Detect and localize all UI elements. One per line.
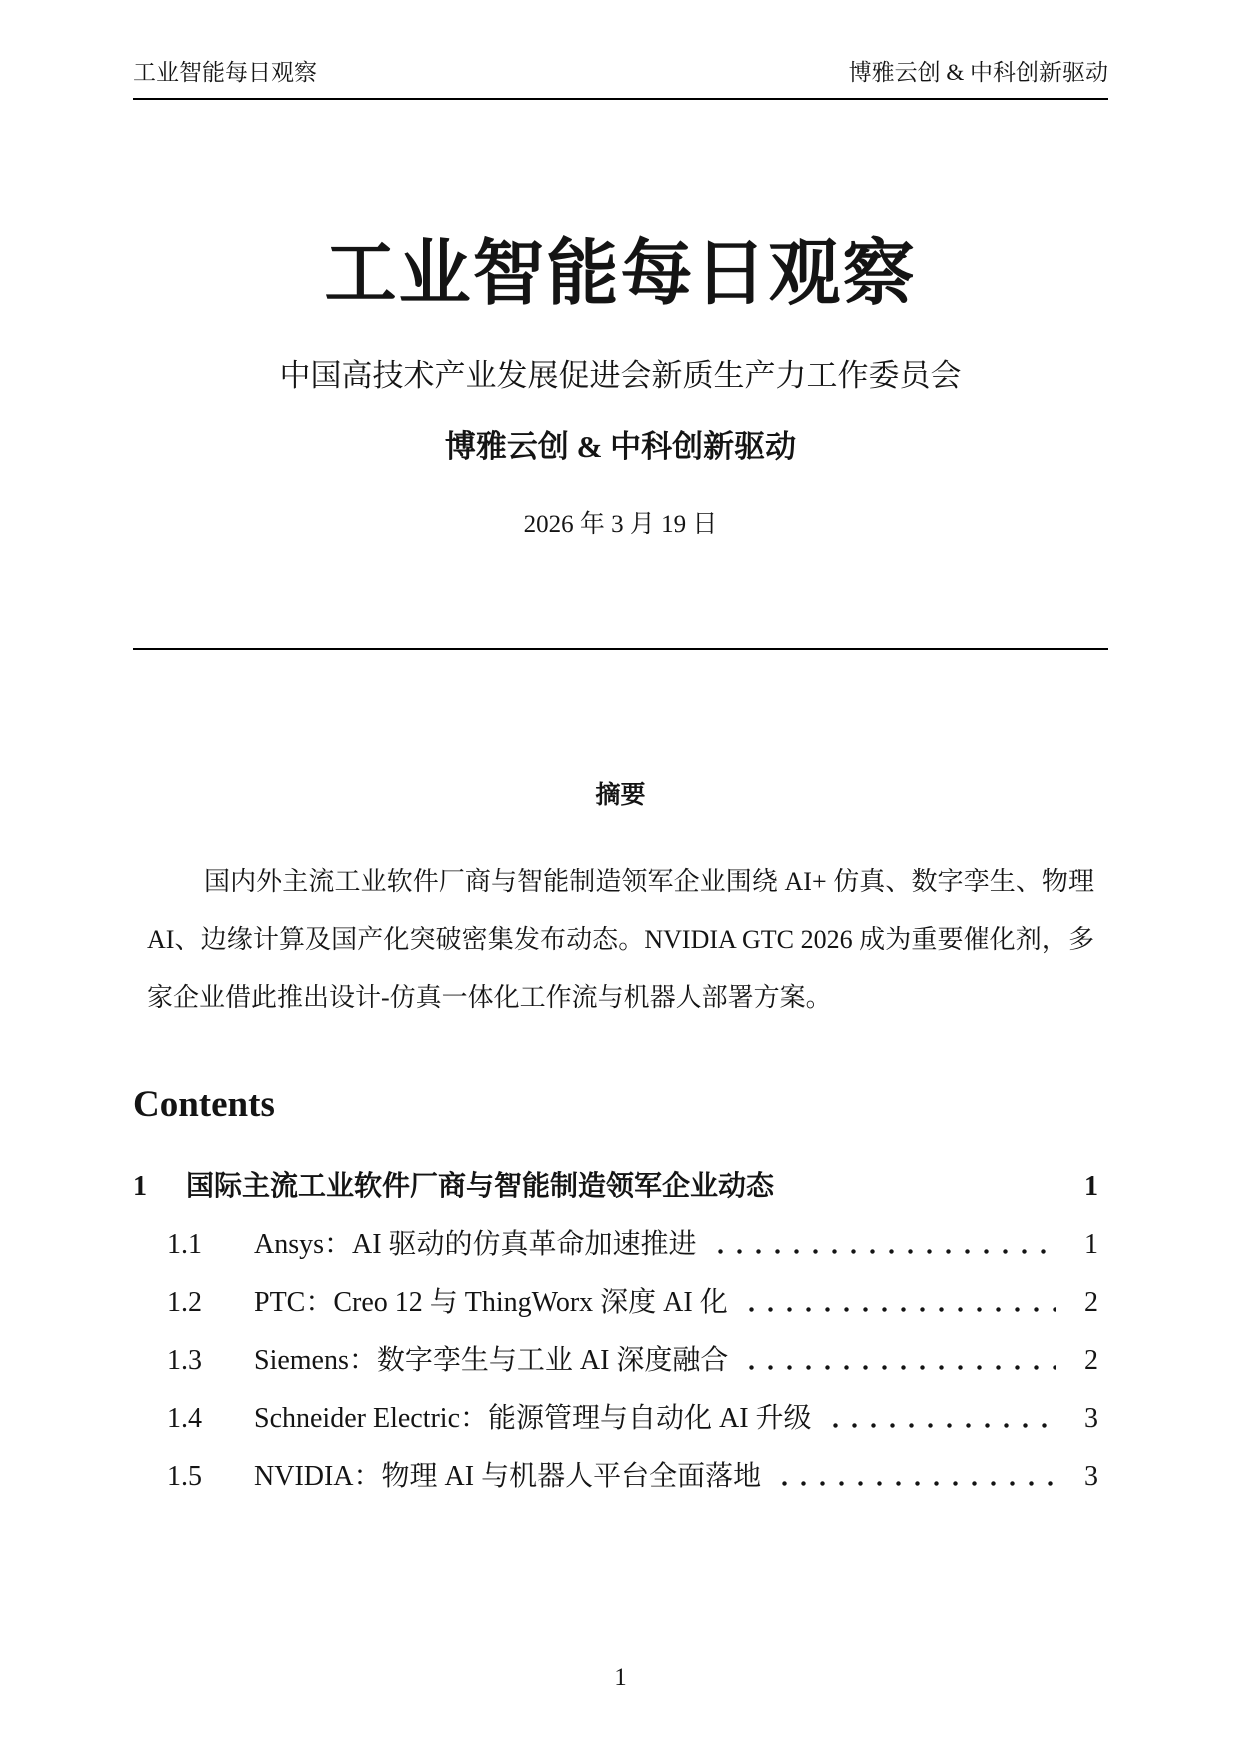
document-title: 工业智能每日观察 [324, 233, 917, 314]
toc-entry-page: 2 [1084, 1344, 1098, 1376]
contents-heading: Contents [133, 1083, 275, 1125]
toc-entry-page: 1 [1084, 1228, 1098, 1260]
toc-entry-section-1 [133, 1170, 1108, 1204]
table-of-contents [133, 1170, 1108, 1494]
toc-entry-title: Siemens：数字孪生与工业 AI 深度融合 [254, 1344, 729, 1376]
title-block [133, 233, 1108, 540]
toc-entry-number: 1.3 [167, 1344, 202, 1376]
toc-entry-number: 1.1 [167, 1228, 202, 1260]
page-number: 1 [614, 1664, 627, 1691]
toc-entry-number: 1 [133, 1170, 147, 1202]
toc-entry-subsection-1-1 [133, 1228, 1108, 1262]
toc-dot-leader [711, 1232, 1056, 1262]
running-header-left: 工业智能每日观察 [133, 60, 317, 85]
toc-entry-title: 国际主流工业软件厂商与智能制造领军企业动态 [186, 1170, 775, 1202]
toc-dot-leader [826, 1406, 1056, 1436]
toc-entry-subsection-1-4 [133, 1402, 1108, 1436]
toc-entry-page: 2 [1084, 1286, 1098, 1318]
toc-dot-leader [742, 1290, 1056, 1320]
running-header [133, 0, 1108, 100]
abstract-paragraph: 国内外主流工业软件厂商与智能制造领军企业围绕 AI+ 仿真、数字孪生、物理 AI、边缘计算及国产化突破密集发布动态。NVIDIA GTC 2026 成为重要催化剂，多家企业借此推出设计-仿真一体化工作流与机器人部署方案。 [147, 866, 1094, 1012]
toc-entry-page: 3 [1084, 1402, 1098, 1434]
toc-entry-number: 1.5 [167, 1460, 202, 1492]
toc-entry-page: 3 [1084, 1460, 1098, 1492]
running-header-right: 博雅云创 & 中科创新驱动 [848, 60, 1108, 85]
toc-leader [788, 1174, 1056, 1204]
toc-entry-subsection-1-2 [133, 1286, 1108, 1320]
toc-entry-number: 1.2 [167, 1286, 202, 1318]
toc-entry-title: Ansys：AI 驱动的仿真革命加速推进 [254, 1228, 697, 1260]
toc-entry-subsection-1-3 [133, 1344, 1108, 1378]
document-author: 博雅云创 & 中科创新驱动 [444, 428, 797, 464]
toc-entry-number: 1.4 [167, 1402, 202, 1434]
toc-entry-title: NVIDIA：物理 AI 与机器人平台全面落地 [254, 1460, 762, 1492]
document-subtitle: 中国高技术产业发展促进会新质生产力工作委员会 [279, 357, 962, 393]
toc-entry-title: Schneider Electric：能源管理与自动化 AI 升级 [254, 1402, 812, 1434]
document-date: 2026 年 3 月 19 日 [523, 510, 718, 538]
toc-dot-leader [775, 1464, 1056, 1494]
toc-entry-subsection-1-5 [133, 1460, 1108, 1494]
abstract-heading: 摘要 [595, 781, 646, 809]
toc-entry-page: 1 [1084, 1170, 1098, 1202]
toc-dot-leader [742, 1348, 1056, 1378]
title-separator-rule [133, 648, 1108, 650]
toc-entry-title: PTC：Creo 12 与 ThingWorx 深度 AI 化 [254, 1286, 728, 1318]
